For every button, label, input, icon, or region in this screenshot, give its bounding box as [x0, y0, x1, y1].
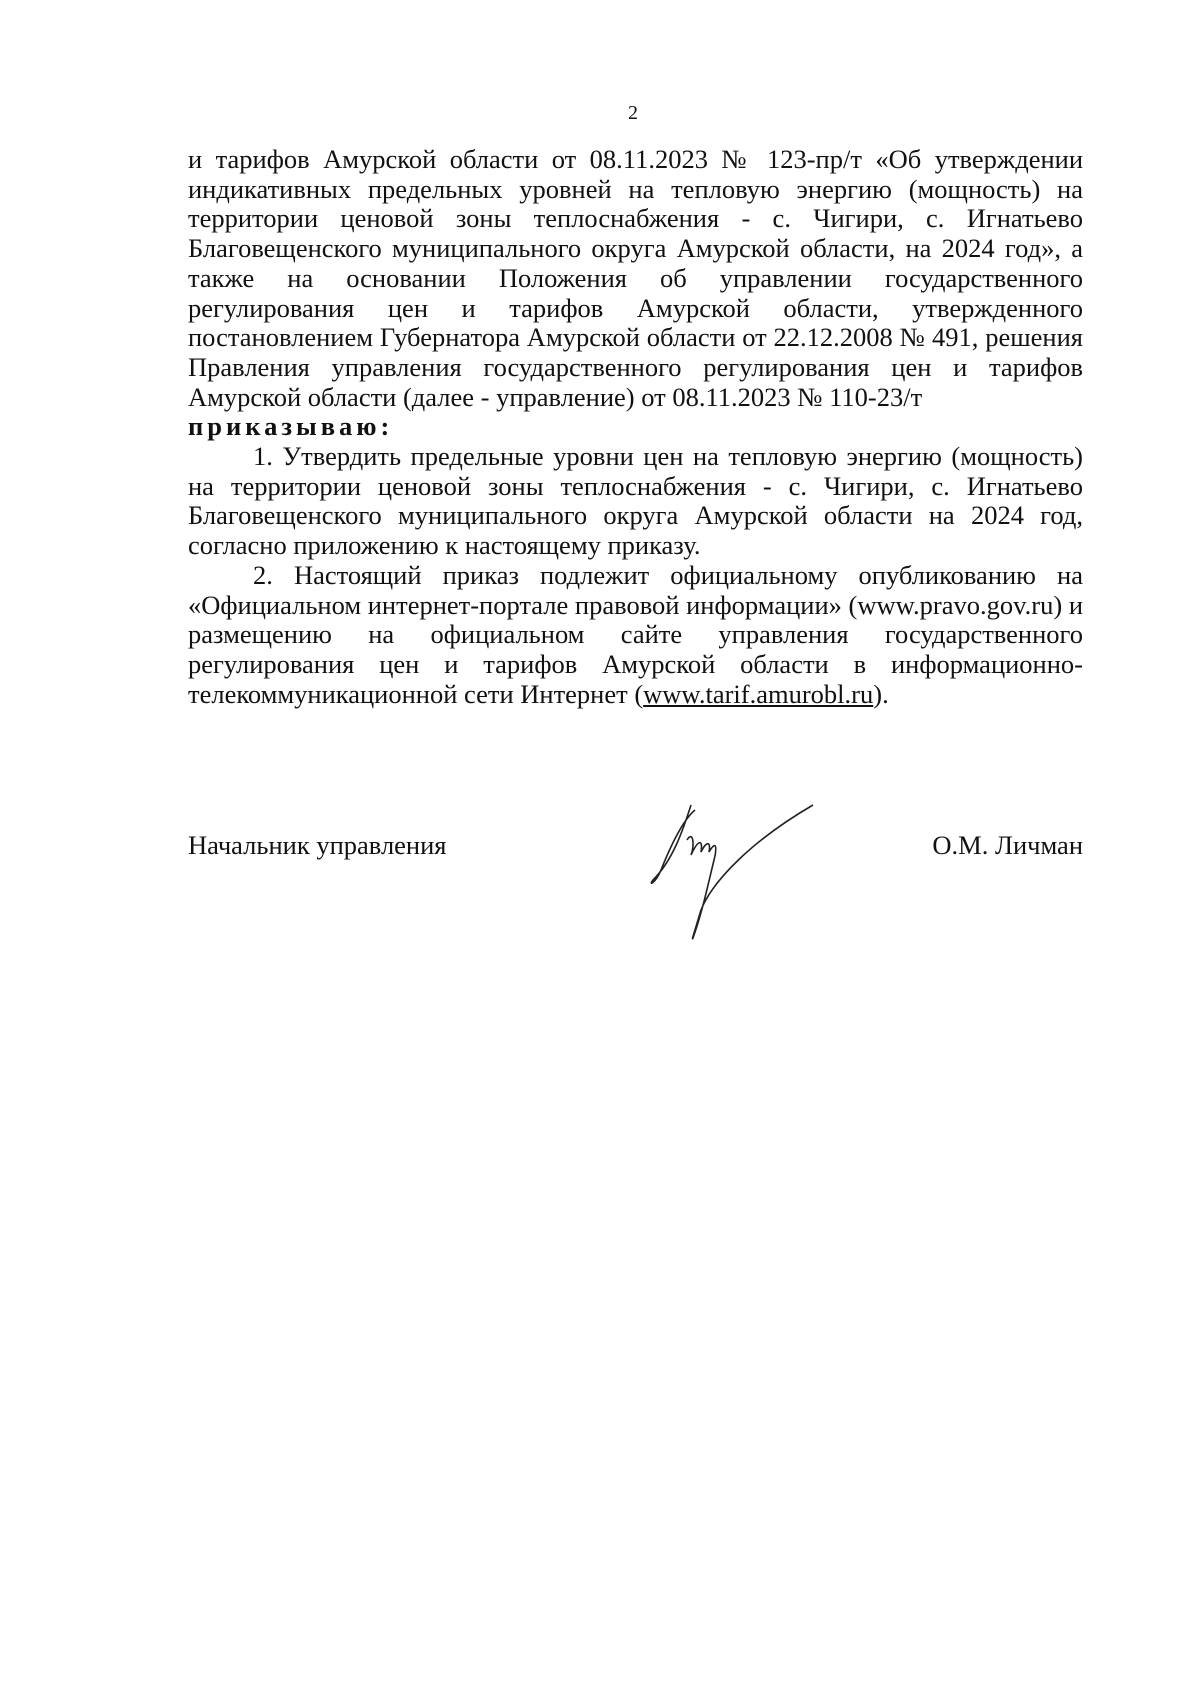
signatory-title: Начальник управления	[188, 830, 447, 860]
signature-block	[188, 800, 1083, 940]
order-item-1: 1. Утвердить предельные уровни цен на тепловую энергию (мощность) на территории ценовой зоны теплоснабжения - с. Чигири, с. Игнатьево Благовещенского муниципального округа Амурской области на 2024 год, согласно приложению к настоящему приказу.	[188, 441, 1083, 561]
order-item-2	[188, 561, 1083, 710]
tariff-site-link[interactable]: www.tarif.amurobl.ru	[643, 678, 874, 709]
document-body	[188, 145, 1083, 709]
signatory-name: О.М. Личман	[932, 830, 1083, 860]
handwritten-signature	[643, 800, 833, 940]
order-item-2-text: 2. Настоящий приказ подлежит официальному опубликованию на «Официальном интернет-портале правовой информации» (www.pravo.gov.ru) и размещению на официальном сайте управления государственного регулирования цен и тарифов Амурской области в информационно-телекоммуникационной сети Интернет (	[188, 559, 1083, 709]
page-number: 2	[628, 102, 638, 124]
order-word: приказываю:	[188, 411, 394, 442]
order-item-2-end: ).	[873, 678, 889, 709]
intro-paragraph: и тарифов Амурской области от 08.11.2023 № 123-пр/т «Об утверждении индикативных предельных уровней на тепловую энергию (мощность) на территории ценовой зоны теплоснабжения - с. Чигири, с. Игнатьево Благовещенского муниципального округа Амурской области, на 2024 год», а также на основании Положения об управлении государственного регулирования цен и тарифов Амурской области, утвержденного постановлением Губернатора Амурской области от 22.12.2008 № 491, решения Правления управления государственного регулирования цен и тарифов Амурской области (далее - управление) от 08.11.2023 № 110-23/т	[188, 144, 1083, 412]
